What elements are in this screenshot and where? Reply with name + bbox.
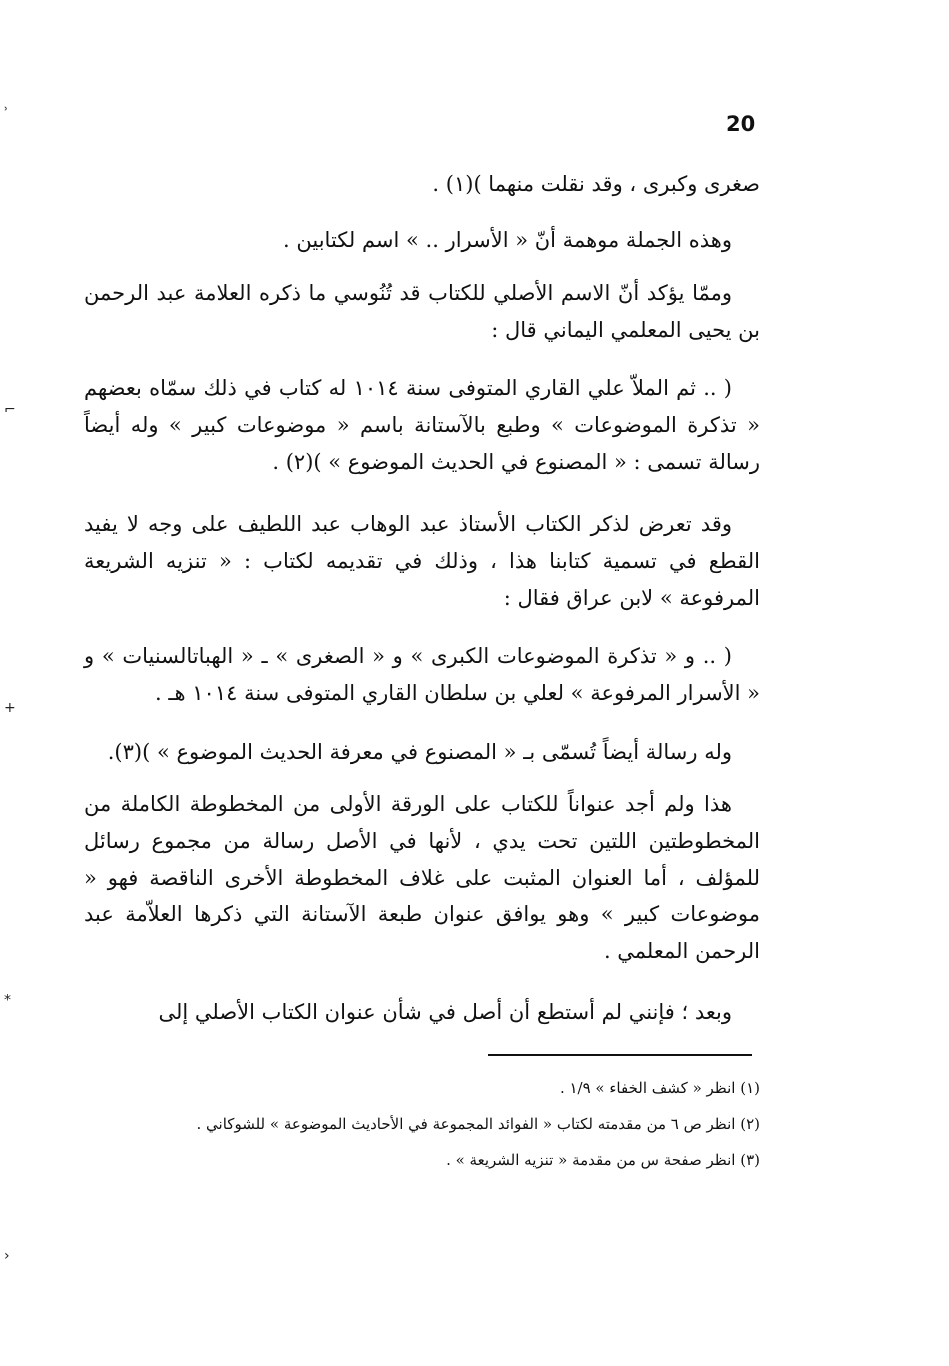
margin-mark-3: + [4, 700, 16, 716]
page-number: 20 [726, 112, 756, 136]
quote-paragraph-1: ( .. ثم الملاّ علي القاري المتوفى سنة ١٠١٤ له كتاب في ذلك سمّاه بعضهم « تذكرة الموضوعات » وطبع بالآستانة باسم « موضوعات كبير » وله أيضاً رسالة تسمى : « المصنوع في الحديث الموضوع » )(٢) . [84, 376, 760, 474]
footnote-3: (٣) انظر صفحة س من مقدمة « تنزيه الشريعة » . [446, 1151, 760, 1169]
margin-mark-1: ˒ [4, 102, 9, 118]
margin-mark-2: ⌐ [4, 402, 16, 418]
paragraph-7: وله رسالة أيضاً تُسمّى بـ « المصنوع في معرفة الحديث الموضوع » )(٣). [107, 740, 732, 764]
paragraph-5: وقد تعرض لذكر الكتاب الأستاذ عبد الوهاب عبد اللطيف على وجه لا يفيد القطع في تسمية كتابنا هذا ، وذلك في تقديمه لكتاب : « تنزيه الشريعة المرفوعة » لابن عراق فقال : [84, 512, 760, 610]
paragraph-8: هذا ولم أجد عنواناً للكتاب على الورقة الأولى من المخطوطة الكاملة من المخطوطتين اللتين تحت يدي ، لأنها في الأصل رسالة من مجموع رسائل للمؤلف ، أما العنوان المثبت على غلاف المخطوطة الأخرى الناقصة فهو « موضوعات كبير » وهو يوافق عنوان طبعة الآستانة التي ذكرها العلاّمة عبد الرحمن المعلمي . [84, 792, 760, 963]
quote-paragraph-2: ( .. و « تذكرة الموضوعات الكبرى » و « الصغرى » ـ « الهباتالسنيات » و « الأسرار المرفوعة » لعلي بن سلطان القاري المتوفى سنة ١٠١٤ هـ . [84, 644, 760, 705]
margin-mark-4: ⁎ [4, 988, 11, 1004]
footnote-2: (٢) انظر ص ٦ من مقدمته لكتاب « الفوائد المجموعة في الأحاديث الموضوعة » للشوكاني . [196, 1115, 760, 1133]
paragraph-9: وبعد ؛ فإنني لم أستطع أن أصل في شأن عنوان الكتاب الأصلي إلى [158, 1000, 732, 1024]
footnotes-section [84, 1070, 760, 1178]
paragraph-1: صغرى وكبرى ، وقد نقلت منهما )(١) . [432, 172, 760, 196]
margin-mark-5: › [4, 1248, 10, 1264]
paragraph-2: وهذه الجملة موهمة أنّ « الأسرار .. » اسم لكتابين . [283, 228, 732, 252]
footnote-divider [488, 1054, 752, 1056]
footnote-1: (١) انظر « كشف الخفاء » ١/٩ . [559, 1079, 760, 1097]
paragraph-3: وممّا يؤكد أنّ الاسم الأصلي للكتاب قد تُنُوسي ما ذكره العلامة عبد الرحمن بن يحيى المعلمي اليماني قال : [84, 281, 760, 342]
